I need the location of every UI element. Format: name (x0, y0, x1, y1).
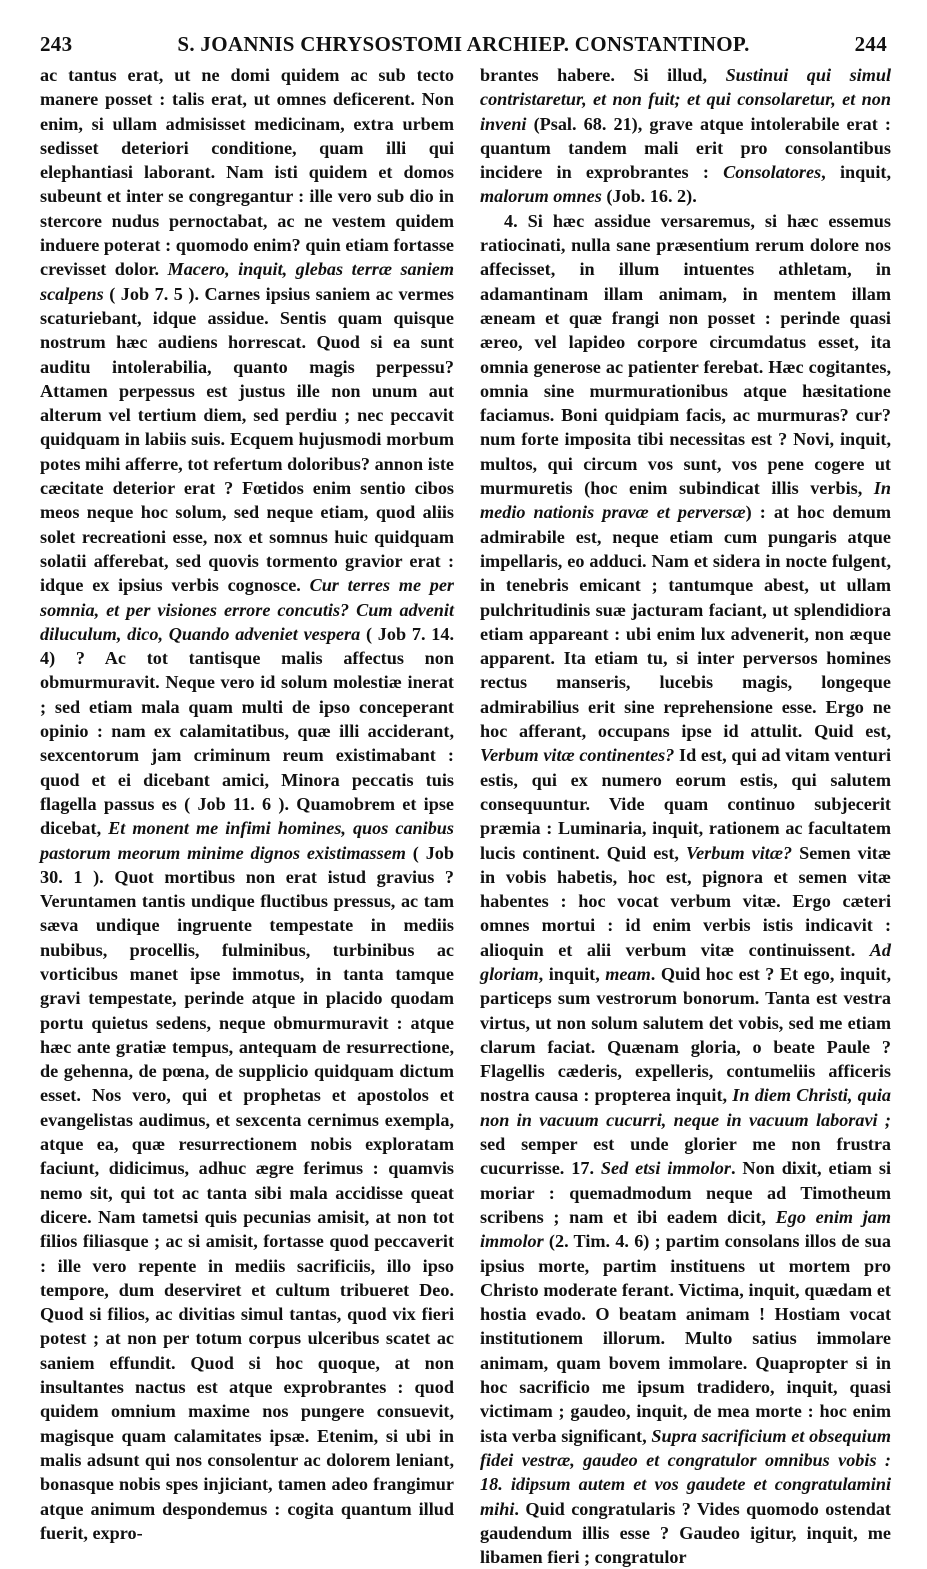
italic-text-run: meam (605, 963, 651, 984)
text-run: brantes habere. Si illud, (480, 65, 726, 85)
italic-text-run: Supra sacrificium et obsequium fidei vestræ, gaudeo et congratulor omnibus vobis : 18. idipsum autem et vos gaudete et congratulamini mihi (480, 1425, 891, 1519)
text-run: ( Job 7. 5 ). Carnes ipsius saniem ac vermes scaturiebant, idque assidue. Sentis quam quisque nostrum hæc audiens horrescat. Quod si ea sunt auditu intolerabilia, quanto magis perpessu? Attamen perpessus est justus ille non unum aut alterum vel tertium diem, sed perdiu ; nec peccavit quidquam in labiis suis. Ecquem hujusmodi morbum potes mihi afferre, tot refertum doloribus? annon iste cæcitate deterior erat ? Fœtidos enim sentio cibos meos neque hoc solum, sed neque etiam, quod aliis solet recreationi esse, nox et somnus huic quidquam solatii afferebat, sed quovis tormento gravior erat : idque ex ipsius verbis cognosce. (40, 283, 454, 596)
italic-text-run: Verbum vitæ? (686, 842, 793, 863)
paragraph (40, 63, 454, 1545)
text-run: . Non dixit, etiam si moriar : quemadmodum neque ad Timotheum scribens ; nam et ibi eadem dicit, (480, 1158, 891, 1227)
page-number-right: 244 (854, 32, 887, 56)
text-run: (Psal. 68. 21), grave atque intolerabile erat : quantum tandem mali erit pro consolantibus incidere in exprobrantes : (480, 113, 891, 183)
text-run: . Quid hoc est ? Et ego, inquit, particeps sum vestrorum bonorum. Tanta est vestra virtus, ut non solum salutem det vobis, sed me etiam clarum faciat. Quænam gloria, o beate Paule ? Flagellis cæderis, expelleris, contumeliis afficeris nostra causa : propterea inquit, (480, 963, 892, 1106)
italic-text-run: In diem Christi, quia non in vacuum cucurri, neque in vacuum laboravi ; (480, 1085, 891, 1130)
italic-text-run: Sed etsi immolor (600, 1158, 731, 1179)
text-run: ( Job 7. 14. 4) ? Ac tot tantisque malis affectus non obmurmuravit. Neque vero id solum molestiæ inerat ; sed etiam mala quam multi de ipso conceperant opinio : nam ex calamitatibus, quæ illi acciderant, sexcentorum jam criminum reum existimabant : quod et ei dicebant amici, Minora peccatis tuis flagella passus es ( Job 11. 6 ). Quamobrem et ipse dicebat, (40, 623, 455, 839)
page-number-left: 243 (40, 32, 73, 56)
italic-text-run: Verbum vitæ continentes? (480, 745, 675, 766)
text-run: , inquit, (821, 162, 891, 183)
italic-text-run: malorum omnes (480, 186, 602, 207)
right-column (480, 63, 892, 1568)
text-run: , inquit, (538, 963, 606, 984)
text-run: Semen vitæ in vobis habetis, hoc est, pignora et semen vitæ habentes : hoc vocat verbum vitæ. Ergo cæteri omnes mortui : id enim verbis istis indicavit : alioquin et alii verbum vitæ continuissent. (480, 842, 891, 960)
text-run: . Quid congratularis ? Vides quomodo ostendat gaudendum illis esse ? Gaudeo igitur, inquit, me libamen fieri ; congratulor (480, 1498, 891, 1568)
text-run: (Job. 16. 2). (601, 186, 697, 207)
italic-text-run: In medio nationis pravæ et perversæ (480, 478, 891, 523)
running-title: S. JOANNIS CHRYSOSTOMI ARCHIEP. CONSTANTINOP. (177, 32, 750, 56)
left-column (40, 63, 455, 1543)
text-run: ) : at hoc demum admirabile est, neque etiam cum pungaris atque impellaris, eo adduci. Nam et sidera in nocte fulgent, in tenebris emicant ; tantumque abest, ut ullam pulchritudinis suæ jacturam faciant, ut splendidiora etiam appareant : ubi enim lux advenerit, non æque apparent. Ita etiam tu, si inter perversos homines rectus manseris, lucebis magis, longeque admirabilius erit sine reprehensione esse. Ergo ne hoc afferant, occupans ipse id attulit. Quid est, (480, 502, 891, 742)
text-run: sed semper est unde glorier me non frustra cucurrisse. 17. (480, 1134, 891, 1179)
text-run: (2. Tim. 4. 6) ; partim consolans illos de sua ipsius morte, partim instituens ut mortem pro Christo moderate ferant. Victima, inquit, quædam et hostia evado. O beatam animam ! Hostiam vocat institutionem illorum. Multo satius immolare animam, quam bovem immolare. Quapropter si in hoc sacrificio me ipsum tradidero, inquit, quasi victimam ; gaudeo, inquit, de mea morte : hoc enim ista verba significant, (480, 1231, 891, 1446)
text-run: Id est, qui ad vitam venturi estis, qui ex numero eorum estis, qui salutem consequuntur. Vide quam continuo subjecerit præmia : Luminaria, inquit, rationem ac facultatem lucis continent. Quid est, (480, 745, 891, 863)
paragraph (480, 209, 891, 1569)
text-run: 4. Si hæc assidue versaremus, si hæc essemus ratiocinati, nulla sane præsentium rerum dolore nos affecisset, in illum intuentes athletam, in adamantinam illam animam, in mentem illam æneam et quæ frangi non posset : perinde quasi æreo, vel lapideo corpore circumdatus esset, ita omnia generose ac patienter ferebat. Hæc cogitantes, omnia sine murmurationibus atque hæsitatione faciamus. Boni quidpiam facis, ac murmuras? cur? num forte imposita tibi necessitas est ? Novi, inquit, multos, qui circum vos sunt, vos pene cogere ut murmuretis (hoc enim subindicat illis verbis, (480, 210, 891, 499)
text-run: ( Job 30. 1 ). Quot mortibus non erat istud gravius ? Veruntamen tantis undique fluctibus pressus, ac tam sæva undique ingruente tempestate in mediis nubibus, procellis, fulminibus, turbinibus ac vorticibus manet ipse immotus, in tanta tamque gravi tempestate, perinde atque in placido quodam portu quietus sedens, neque obmurmuravit : atque hæc ante gratiæ tempus, antequam de resurrectione, de gehenna, de pœna, de supplicio quidquam dictum esset. Nos vero, qui et prophetas et apostolos et evangelistas audimus, et sexcenta cernimus exempla, atque ea, quæ resurrectionem nobis exploratam faciunt, didicimus, adhuc ægre ferimus : quamvis nemo sit, qui tot ac tanta sibi mala accidisse queat dicere. Nam tametsi quis pecunias amisit, at non tot filios filiasque ; ac si amisit, fortasse quod peccaverit : ille vero repente in mediis sacrificiis, illo ipso tempore, dum deserviret et cultum tribueret Deo. Quod si filios, ac divitias simul tantas, quod vix fieri potest ; at non per totum corpus ulceribus scatet ac saniem effundit. Quod si hoc quoque, at non insultantes nactus est atque exprobrantes : quod quidem omnium maxime nos pungere consuevit, magisque quam calamitates ipsæ. Etenim, si ubi in malis adsunt qui nos consolentur ac dolorem leniant, bonasque nobis spes injiciant, tamen adeo frangimur atque animum despondemus : cogita quantum illud fuerit, expro- (40, 842, 454, 1543)
italic-text-run: Macero, inquit, glebas terræ saniem scalpens (40, 259, 454, 304)
italic-text-run: Ad gloriam (480, 939, 891, 984)
text-run: ac tantus erat, ut ne domi quidem ac sub tecto manere posset : talis erat, ut omnes deficerent. Non enim, si ullam admisisset medicinam, extra urbem sedisset deteriori conditione, quam illi qui elephantiasi laborant. Nam isti quidem et domos subeunt et inter se congregantur : ille vero sub dio in stercore nudus pernoctabat, ac ne vestem quidem induere poterat : quomodo enim? quin etiam fortasse crevisset dolor. (40, 65, 454, 280)
italic-text-run: Consolatores (723, 162, 822, 183)
paragraph (480, 63, 891, 209)
italic-text-run: Et monent me infimi homines, quos canibus pastorum meorum minime dignos existimassem (40, 818, 454, 863)
italic-text-run: Sustinui qui simul contristaretur, et non fuit; et qui consolaretur, et non inveni (480, 65, 892, 134)
italic-text-run: Cur terres me per somnia, et per visiones errore concutis? Cum advenit diluculum, dico, Quando adveniet vespera (40, 575, 455, 644)
running-header (0, 32, 927, 62)
italic-text-run: Ego enim jam immolor (480, 1206, 891, 1252)
